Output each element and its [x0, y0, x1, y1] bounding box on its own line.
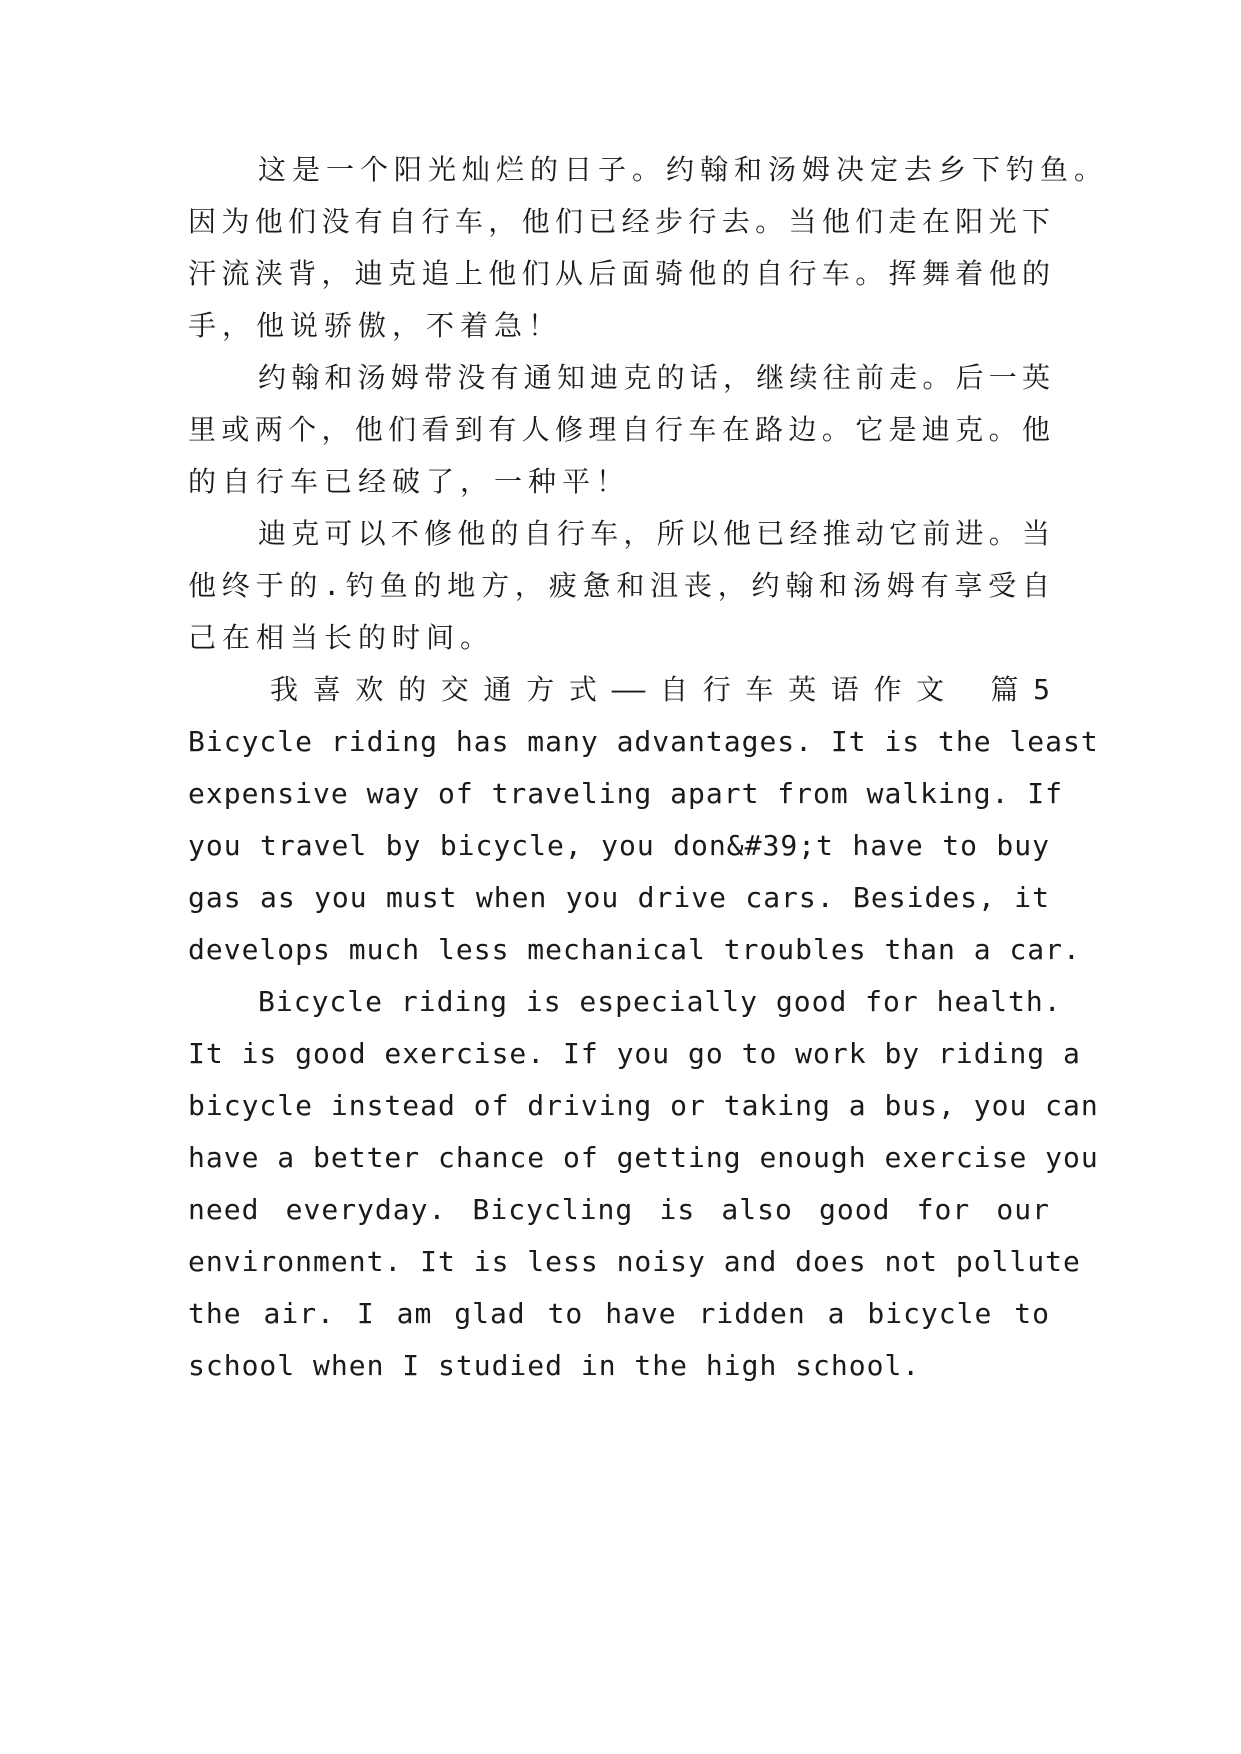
- paragraph-line: you travel by bicycle, you don&#39;t have to buy: [188, 829, 1050, 862]
- paragraph-line: 这是一个阳光灿烂的日子。约翰和汤姆决定去乡下钓鱼。: [258, 153, 1109, 186]
- paragraph-line: expensive way of traveling apart from walking. If: [188, 777, 1064, 810]
- paragraph-line: environment. It is less noisy and does not pollute: [188, 1245, 1081, 1278]
- paragraph-line: 迪克可以不修他的自行车，所以他已经推动它前进。当: [258, 517, 1050, 550]
- paragraph-line: bicycle instead of driving or taking a bus, you can: [188, 1089, 1099, 1122]
- paragraph-line: 因为他们没有自行车，他们已经步行去。当他们走在阳光下: [188, 205, 1050, 238]
- paragraph-line: 的自行车已经破了，一种平！: [188, 465, 631, 498]
- paragraph-line: the air. I am glad to have ridden a bicycle to: [188, 1297, 1050, 1330]
- paragraph-line: 己在相当长的时间。: [188, 621, 495, 654]
- paragraph-line: have a better chance of getting enough exercise you: [188, 1141, 1099, 1174]
- paragraph-line: Bicycle riding has many advantages. It is the least: [188, 725, 1099, 758]
- paragraph-line: gas as you must when you drive cars. Besides, it: [188, 881, 1050, 914]
- paragraph-line: develops much less mechanical troubles than a car.: [188, 933, 1081, 966]
- paragraph-line: Bicycle riding is especially good for health.: [258, 985, 1062, 1018]
- paragraph-line: 他终于的.钓鱼的地方，疲惫和沮丧，约翰和汤姆有享受自: [188, 569, 1050, 602]
- paragraph-line: 汗流浃背，迪克追上他们从后面骑他的自行车。挥舞着他的: [188, 257, 1050, 290]
- paragraph-line: 手，他说骄傲，不着急！: [188, 309, 563, 342]
- paragraph-line: It is good exercise. If you go to work by riding a: [188, 1037, 1081, 1070]
- paragraph-line: need everyday. Bicycling is also good for our: [188, 1193, 1050, 1226]
- paragraph-line: 约翰和汤姆带没有通知迪克的话，继续往前走。后一英: [258, 361, 1050, 394]
- paragraph-line: school when I studied in the high school.: [188, 1349, 921, 1382]
- section-heading: 我喜欢的交通方式——自行车英语作文 篇5: [270, 673, 1050, 706]
- paragraph-line: 里或两个，他们看到有人修理自行车在路边。它是迪克。他: [188, 413, 1050, 446]
